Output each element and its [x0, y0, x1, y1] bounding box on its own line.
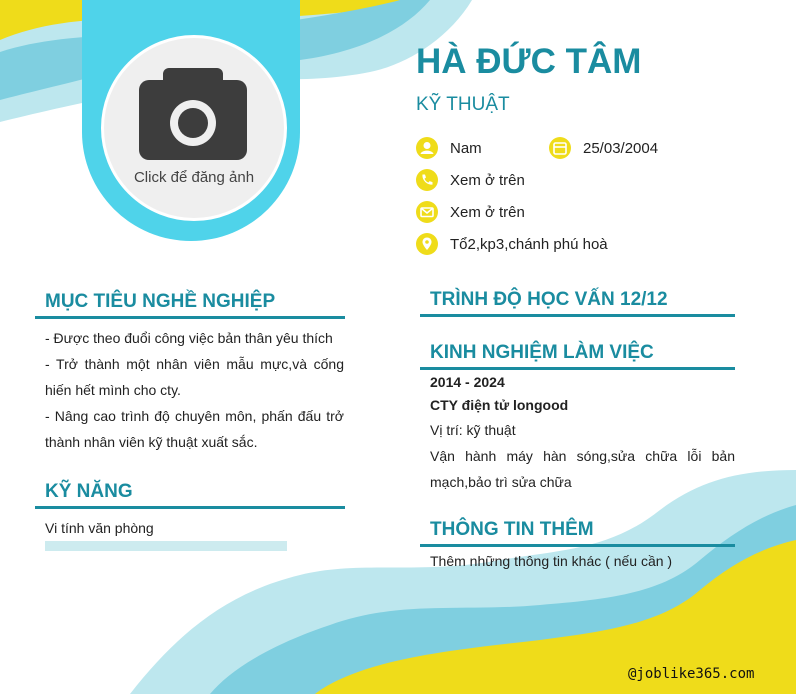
gender-row	[416, 137, 482, 159]
email-value: Xem ở trên	[450, 203, 525, 221]
objective-title: MỤC TIÊU NGHỀ NGHIỆP	[45, 291, 276, 312]
education-divider	[420, 314, 735, 317]
skill-level-bar	[45, 541, 287, 551]
location-icon	[416, 233, 438, 255]
skill-item: Vi tính văn phòng	[45, 520, 154, 536]
education-title: TRÌNH ĐỘ HỌC VẤN 12/12	[430, 289, 668, 310]
objective-line: - Nâng cao trình độ chuyên môn, phấn đấu trở thành nhân viên kỹ thuật xuất sắc.	[45, 408, 344, 450]
experience-divider	[420, 367, 735, 370]
avatar-upload[interactable]	[101, 35, 287, 221]
avatar-caption: Click để đăng ảnh	[133, 169, 255, 186]
user-icon	[416, 137, 438, 159]
mail-icon	[416, 201, 438, 223]
extra-title: THÔNG TIN THÊM	[430, 519, 594, 540]
objective-line: - Trở thành một nhân viên mẫu mực,và cống hiến hết mình cho cty.	[45, 356, 344, 398]
experience-description: Vận hành máy hàn sóng,sửa chữa lỗi bản mạch,bảo trì sửa chữa	[430, 448, 735, 490]
phone-value: Xem ở trên	[450, 171, 525, 189]
skills-divider	[35, 506, 345, 509]
extra-text: Thêm những thông tin khác ( nếu cần )	[430, 553, 673, 569]
job-position: KỸ THUẬT	[416, 94, 510, 115]
address-value: Tổ2,kp3,chánh phú hoà	[450, 235, 608, 253]
birthdate-value: 25/03/2004	[583, 139, 659, 157]
objective-divider	[35, 316, 345, 319]
footer-credit: @joblike365.com	[628, 666, 755, 682]
birthdate-row	[549, 137, 658, 159]
objective-line: - Được theo đuổi công việc bản thân yêu thích	[45, 330, 333, 346]
extra-divider	[420, 544, 735, 547]
experience-company: CTY điện tử longood	[430, 397, 569, 413]
phone-row	[416, 169, 525, 191]
candidate-name: HÀ ĐỨC TÂM	[416, 42, 642, 81]
experience-title: KINH NGHIỆM LÀM VIỆC	[430, 342, 654, 363]
gender-value: Nam	[450, 139, 482, 157]
experience-role: Vị trí: kỹ thuật	[430, 422, 516, 438]
experience-period: 2014 - 2024	[430, 374, 505, 390]
calendar-icon	[549, 137, 571, 159]
camera-icon	[139, 68, 249, 163]
phone-icon	[416, 169, 438, 191]
address-row	[416, 233, 608, 255]
skills-title: KỸ NĂNG	[45, 481, 133, 502]
objective-body	[45, 325, 344, 455]
email-row	[416, 201, 525, 223]
